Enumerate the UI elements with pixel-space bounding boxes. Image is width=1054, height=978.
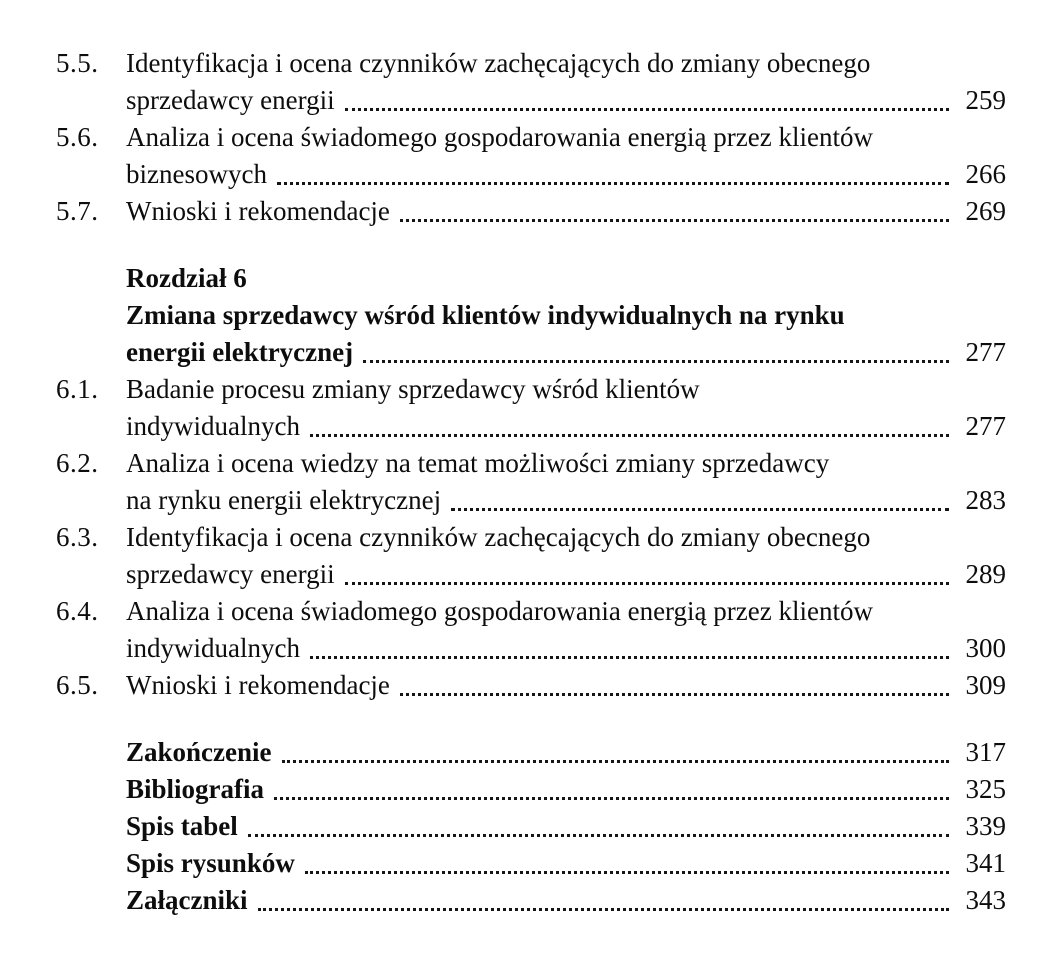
dot-leader [305, 871, 949, 874]
entry-page-number: 259 [965, 85, 1006, 115]
dot-leader [274, 797, 949, 800]
dot-leader [363, 360, 949, 363]
toc-entry-line [56, 81, 1006, 118]
toc-entry-line [56, 44, 1006, 81]
toc-entry-line [56, 555, 1006, 592]
dot-leader [258, 908, 949, 911]
entry-page-number: 325 [965, 774, 1006, 804]
entry-page-number: 300 [965, 633, 1006, 663]
toc-entry-line [56, 518, 1006, 555]
toc-entry-line [56, 155, 1006, 192]
entry-number: 6.3. [56, 522, 99, 552]
entry-title: Załączniki [126, 885, 248, 915]
entry-number: 5.5. [56, 48, 99, 78]
entry-title: indywidualnych [126, 633, 300, 663]
toc-entry-line [56, 296, 1006, 333]
dot-leader [400, 219, 949, 222]
entry-title: Wnioski i rekomendacje [126, 670, 390, 700]
entry-title: indywidualnych [126, 411, 300, 441]
entry-number: 5.7. [56, 196, 99, 226]
toc-list [56, 44, 1006, 918]
entry-page-number: 309 [965, 670, 1006, 700]
entry-number: 6.5. [56, 670, 99, 700]
toc-entry-line [56, 733, 1006, 770]
dot-leader [282, 760, 950, 763]
entry-page-number: 277 [965, 411, 1006, 441]
entry-number: 6.4. [56, 596, 99, 626]
entry-title: Badanie procesu zmiany sprzedawcy wśród klientów [126, 374, 700, 404]
toc-entry-line [56, 592, 1006, 629]
toc-entry-line [56, 770, 1006, 807]
entry-title: sprzedawcy energii [126, 559, 335, 589]
entry-title: na rynku energii elektrycznej [126, 485, 442, 515]
entry-page-number: 266 [965, 159, 1006, 189]
entry-page-number: 277 [965, 337, 1006, 367]
entry-title: Bibliografia [126, 774, 265, 804]
entry-page-number: 343 [965, 885, 1006, 915]
entry-title: Spis tabel [126, 811, 238, 841]
dot-leader [277, 182, 949, 185]
entry-title: Identyfikacja i ocena czynników zachęcających do zmiany obecnego [126, 522, 871, 552]
dot-leader [310, 434, 949, 437]
entry-title: biznesowych [126, 159, 267, 189]
entry-number: 5.6. [56, 122, 99, 152]
entry-title: Analiza i ocena wiedzy na temat możliwości zmiany sprzedawcy [126, 448, 830, 478]
toc-entry-line [56, 844, 1006, 881]
entry-title: sprzedawcy energii [126, 85, 335, 115]
entry-title: energii elektrycznej [126, 337, 354, 367]
dot-leader [400, 693, 949, 696]
toc-entry-line [56, 629, 1006, 666]
entry-title: Zakończenie [126, 737, 272, 767]
entry-title: Rozdział 6 [126, 263, 247, 293]
entry-title: Analiza i ocena świadomego gospodarowania energią przez klientów [126, 122, 873, 152]
entry-page-number: 283 [965, 485, 1006, 515]
toc-entry-line [56, 333, 1006, 370]
entry-number: 6.2. [56, 448, 99, 478]
dot-leader [345, 108, 949, 111]
entry-number: 6.1. [56, 374, 99, 404]
dot-leader [345, 582, 949, 585]
entry-page-number: 341 [965, 848, 1006, 878]
toc-entry-line [56, 881, 1006, 918]
toc-entry-line [56, 444, 1006, 481]
toc-entry-line [56, 192, 1006, 229]
entry-page-number: 269 [965, 196, 1006, 226]
dot-leader [248, 834, 949, 837]
toc-entry-line [56, 407, 1006, 444]
toc-entry-line [56, 666, 1006, 703]
entry-page-number: 289 [965, 559, 1006, 589]
toc-entry-line [56, 118, 1006, 155]
dot-leader [310, 656, 949, 659]
entry-title: Identyfikacja i ocena czynników zachęcających do zmiany obecnego [126, 48, 871, 78]
dot-leader [451, 508, 949, 511]
entry-title: Wnioski i rekomendacje [126, 196, 390, 226]
toc-entry-line [56, 259, 1006, 296]
toc-entry-line [56, 370, 1006, 407]
entry-page-number: 317 [965, 737, 1006, 767]
toc-entry-line [56, 481, 1006, 518]
entry-title: Zmiana sprzedawcy wśród klientów indywidualnych na rynku [126, 300, 845, 330]
entry-page-number: 339 [965, 811, 1006, 841]
toc-entry-line [56, 807, 1006, 844]
entry-title: Analiza i ocena świadomego gospodarowania energią przez klientów [126, 596, 873, 626]
entry-title: Spis rysunków [126, 848, 295, 878]
